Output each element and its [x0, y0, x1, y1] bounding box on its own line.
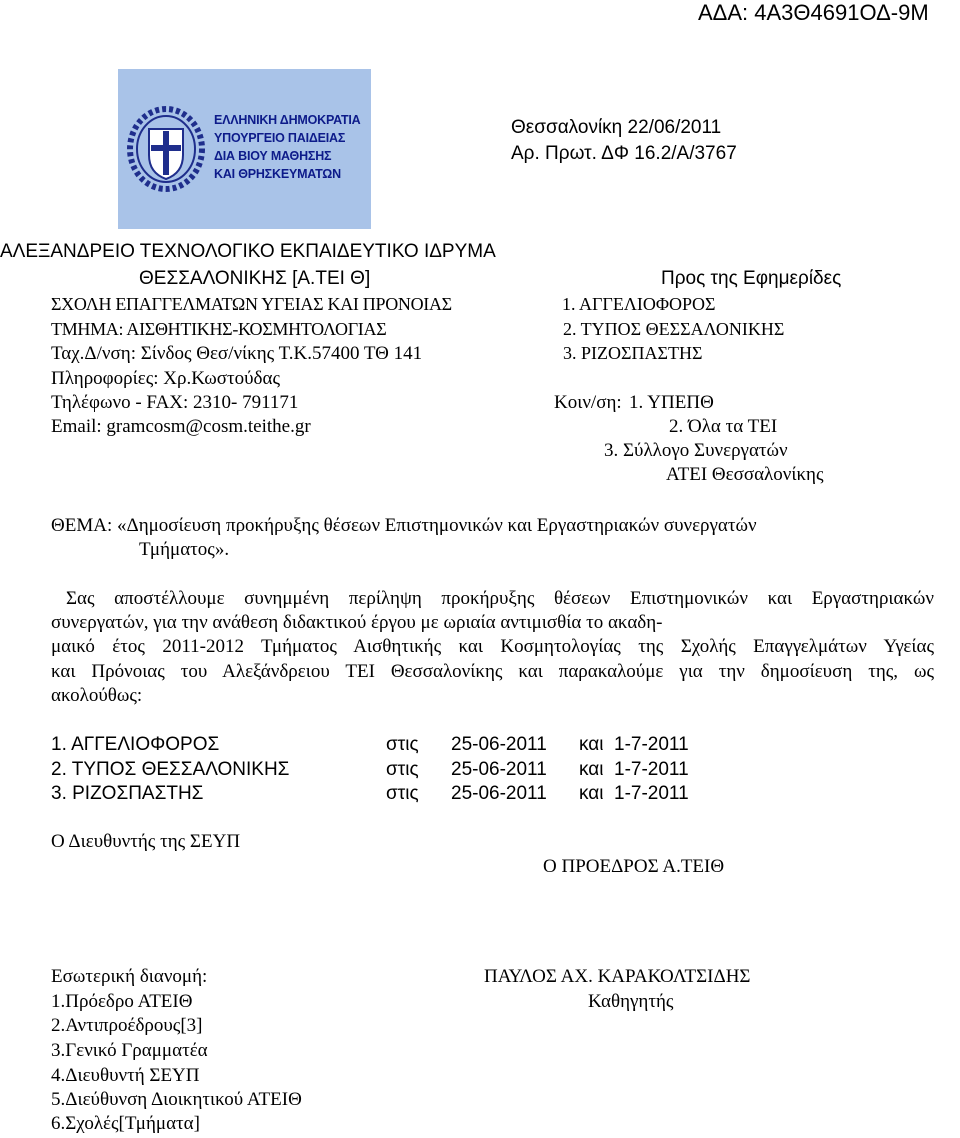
cc-label: Κοιν/ση: [554, 392, 622, 413]
distribution-item: 3.Γενικό Γραμματέα [51, 1040, 208, 1061]
recipient-item: 2. ΤΥΠΟΣ ΘΕΣΣΑΛΟΝΙΚΗΣ [563, 319, 785, 339]
greek-emblem-icon [118, 69, 214, 229]
body-line: συνεργατών, για την ανάθεση διδακτικού έργου με ωριαία αντιμισθία το ακαδη- [51, 612, 663, 633]
distribution-item: 5.Διεύθυνση Διοικητικού ΑΤΕΙΘ [51, 1089, 302, 1110]
publication-and: και [579, 783, 604, 804]
cc-item: 1. ΥΠΕΠΘ [629, 392, 714, 413]
recipient-item: 3. ΡΙΖΟΣΠΑΣΤΗΣ [563, 343, 703, 363]
publication-paper: 3. ΡΙΖΟΣΠΑΣΤΗΣ [51, 783, 204, 804]
recipient-item: 1. ΑΓΓΕΛΙΟΦΟΡΟΣ [562, 294, 716, 314]
logo-line-2: ΥΠΟΥΡΓΕΙΟ ΠΑΙΔΕΙΑΣ [214, 131, 346, 145]
publication-and: και [579, 734, 604, 755]
distribution-item: 2.Αντιπροέδρους[3] [51, 1015, 203, 1036]
publication-date: 1-7-2011 [614, 734, 689, 755]
publication-on: στις [386, 783, 419, 804]
signatory-name: ΠΑΥΛΟΣ ΑΧ. ΚΑΡΑΚΟΛΤΣΙΔΗΣ [484, 966, 751, 987]
institution-city: ΘΕΣΣΑΛΟΝΙΚΗΣ [Α.ΤΕΙ Θ] [139, 268, 371, 289]
body-line: μαικό έτος 2011-2012 Τμήματος Αισθητικής και Κοσμητολογίας της Σχολής Επαγγελμάτων Υγείας [51, 636, 934, 657]
ministry-logo [118, 69, 371, 229]
president-title: Ο ΠΡΟΕΔΡΟΣ Α.ΤΕΙΘ [543, 856, 725, 877]
body-line: ακολούθως: [51, 685, 143, 706]
cc-item: 3. Σύλλογο Συνεργατών [604, 440, 788, 461]
school-name: ΣΧΟΛΗ ΕΠΑΓΓΕΛΜΑΤΩΝ ΥΓΕΙΑΣ ΚΑΙ ΠΡΟΝΟΙΑΣ [51, 294, 452, 314]
publication-date: 1-7-2011 [614, 783, 689, 804]
publication-date: 25-06-2011 [451, 759, 547, 780]
institution-name: ΑΛΕΞΑΝΔΡΕΙΟ ΤΕΧΝΟΛΟΓΙΚΟ ΕΚΠΑΙΔΕΥΤΙΚΟ ΙΔΡΥΜΑ [0, 241, 496, 262]
publication-and: και [579, 759, 604, 780]
subject-line-continuation: Τμήματος». [139, 539, 230, 560]
department-name: ΤΜΗΜΑ: ΑΙΣΘΗΤΙΚΗΣ-ΚΟΣΜΗΤΟΛΟΓΙΑΣ [51, 319, 387, 339]
cc-item-continuation: ΑΤΕΙ Θεσσαλονίκης [666, 464, 824, 485]
internal-distribution-heading: Εσωτερική διανομή: [51, 966, 208, 987]
signatory-role: Καθηγητής [588, 991, 674, 1012]
publication-on: στις [386, 734, 419, 755]
ada-code: ΑΔΑ: 4Α3Θ4691ΟΔ-9Μ [698, 0, 929, 25]
recipients-heading: Προς της Εφημερίδες [661, 268, 842, 289]
director-title: Ο Διευθυντής της ΣΕΥΠ [51, 831, 241, 852]
publication-date: 1-7-2011 [614, 759, 689, 780]
protocol-number: Αρ. Πρωτ. ΔΦ 16.2/Α/3767 [511, 143, 737, 164]
place-date: Θεσσαλονίκη 22/06/2011 [511, 117, 722, 138]
logo-line-1: ΕΛΛΗΝΙΚΗ ΔΗΜΟΚΡΑΤΙΑ [214, 113, 361, 127]
contact-person: Πληροφορίες: Χρ.Κωστούδας [51, 368, 280, 389]
subject-line: ΘΕΜΑ: «Δημοσίευση προκήρυξης θέσεων Επιστημονικών και Εργαστηριακών συνεργατών [51, 515, 757, 536]
body-line: Σας αποστέλλουμε συνημμένη περίληψη προκήρυξης θέσεων Επιστημονικών και Εργαστηριακών [66, 588, 934, 609]
cc-item: 2. Όλα τα ΤΕΙ [669, 416, 778, 437]
publication-paper: 2. ΤΥΠΟΣ ΘΕΣΣΑΛΟΝΙΚΗΣ [51, 759, 290, 780]
body-line: και Πρόνοιας του Αλεξάνδρειου ΤΕΙ Θεσσαλονίκης και παρακαλούμε για την δημοσίευση της, ως [51, 661, 934, 682]
logo-line-4: ΚΑΙ ΘΡΗΣΚΕΥΜΑΤΩΝ [214, 167, 341, 181]
distribution-item: 1.Πρόεδρο ΑΤΕΙΘ [51, 991, 193, 1012]
distribution-item: 6.Σχολές[Τμήματα] [51, 1113, 200, 1134]
distribution-item: 4.Διευθυντή ΣΕΥΠ [51, 1065, 200, 1086]
publication-on: στις [386, 759, 419, 780]
email-address: Email: gramcosm@cosm.teithe.gr [51, 416, 311, 437]
publication-date: 25-06-2011 [451, 734, 547, 755]
postal-address: Ταχ.Δ/νση: Σίνδος Θεσ/νίκης Τ.Κ.57400 ΤΘ 141 [51, 343, 423, 364]
publication-paper: 1. ΑΓΓΕΛΙΟΦΟΡΟΣ [51, 734, 220, 755]
logo-line-3: ΔΙΑ ΒΙΟΥ ΜΑΘΗΣΗΣ [214, 149, 332, 163]
publication-date: 25-06-2011 [451, 783, 547, 804]
phone-fax: Τηλέφωνο - FAX: 2310- 791171 [51, 392, 299, 413]
